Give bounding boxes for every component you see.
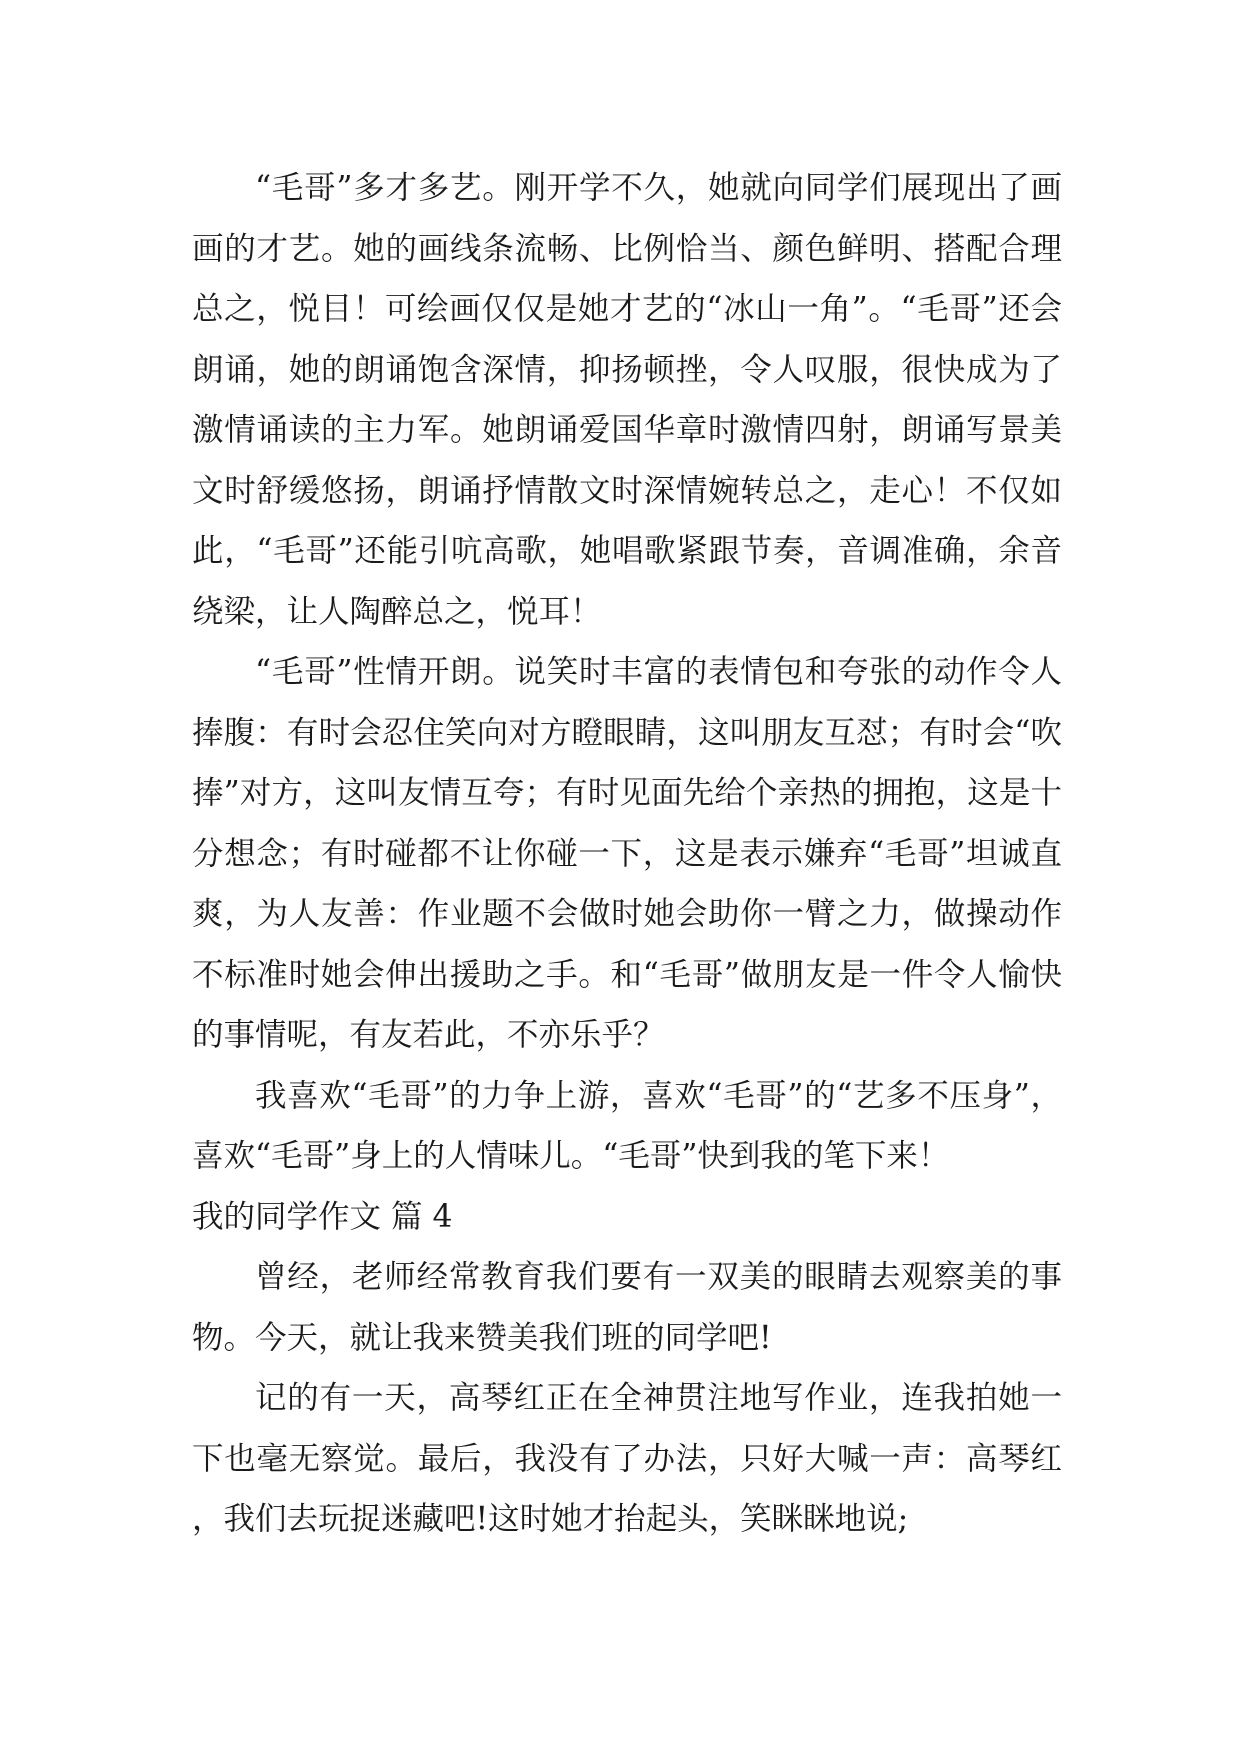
paragraph: 记的有一天，高琴红正在全神贯注地写作业，连我拍她一下也毫无察觉。最后，我没有了办法，只好大喊一声：高琴红 ，我们去玩捉迷藏吧!这时她才抬起头，笑眯眯地说;: [192, 1380, 1062, 1537]
paragraph: “毛哥”性情开朗。说笑时丰富的表情包和夸张的动作令人捧腹：有时会忍住笑向对方瞪眼睛，这叫朋友互怼；有时会“吹捧”对方，这叫友情互夸；有时见面先给个亲热的拥抱，这是十分想念；有时碰都不让你碰一下，这是表示嫌弃“毛哥”坦诚直爽，为人友善：作业题不会做时她会助你一臂之力，做操动作不标准时她会伸出援助之手。和“毛哥”做朋友是一件令人愉快的事情呢，有友若此，不亦乐乎？: [192, 654, 1062, 1053]
paragraph: 我喜欢“毛哥”的力争上游，喜欢“毛哥”的“艺多不压身”，喜欢“毛哥”身上的人情味儿。“毛哥”快到我的笔下来！: [192, 1077, 1062, 1174]
paragraph: 曾经，老师经常教育我们要有一双美的眼睛去观察美的事物。今天，就让我来赞美我们班的同学吧!: [192, 1259, 1062, 1356]
section-heading: 我的同学作文 篇 4: [192, 1198, 453, 1235]
paragraph: “毛哥”多才多艺。刚开学不久，她就向同学们展现出了画画的才艺。她的画线条流畅、比例恰当、颜色鲜明、搭配合理总之，悦目！可绘画仅仅是她才艺的“冰山一角”。“毛哥”还会朗诵，她的朗诵饱含深情，抑扬顿挫，令人叹服，很快成为了激情诵读的主力军。她朗诵爱国华章时激情四射，朗诵写景美文时舒缓悠扬，朗诵抒情散文时深情婉转总之，走心！不仅如此，“毛哥”还能引吭高歌，她唱歌紧跟节奏，音调准确，余音绕梁，让人陶醉总之，悦耳！: [192, 170, 1062, 630]
document-page: [192, 158, 1062, 1550]
